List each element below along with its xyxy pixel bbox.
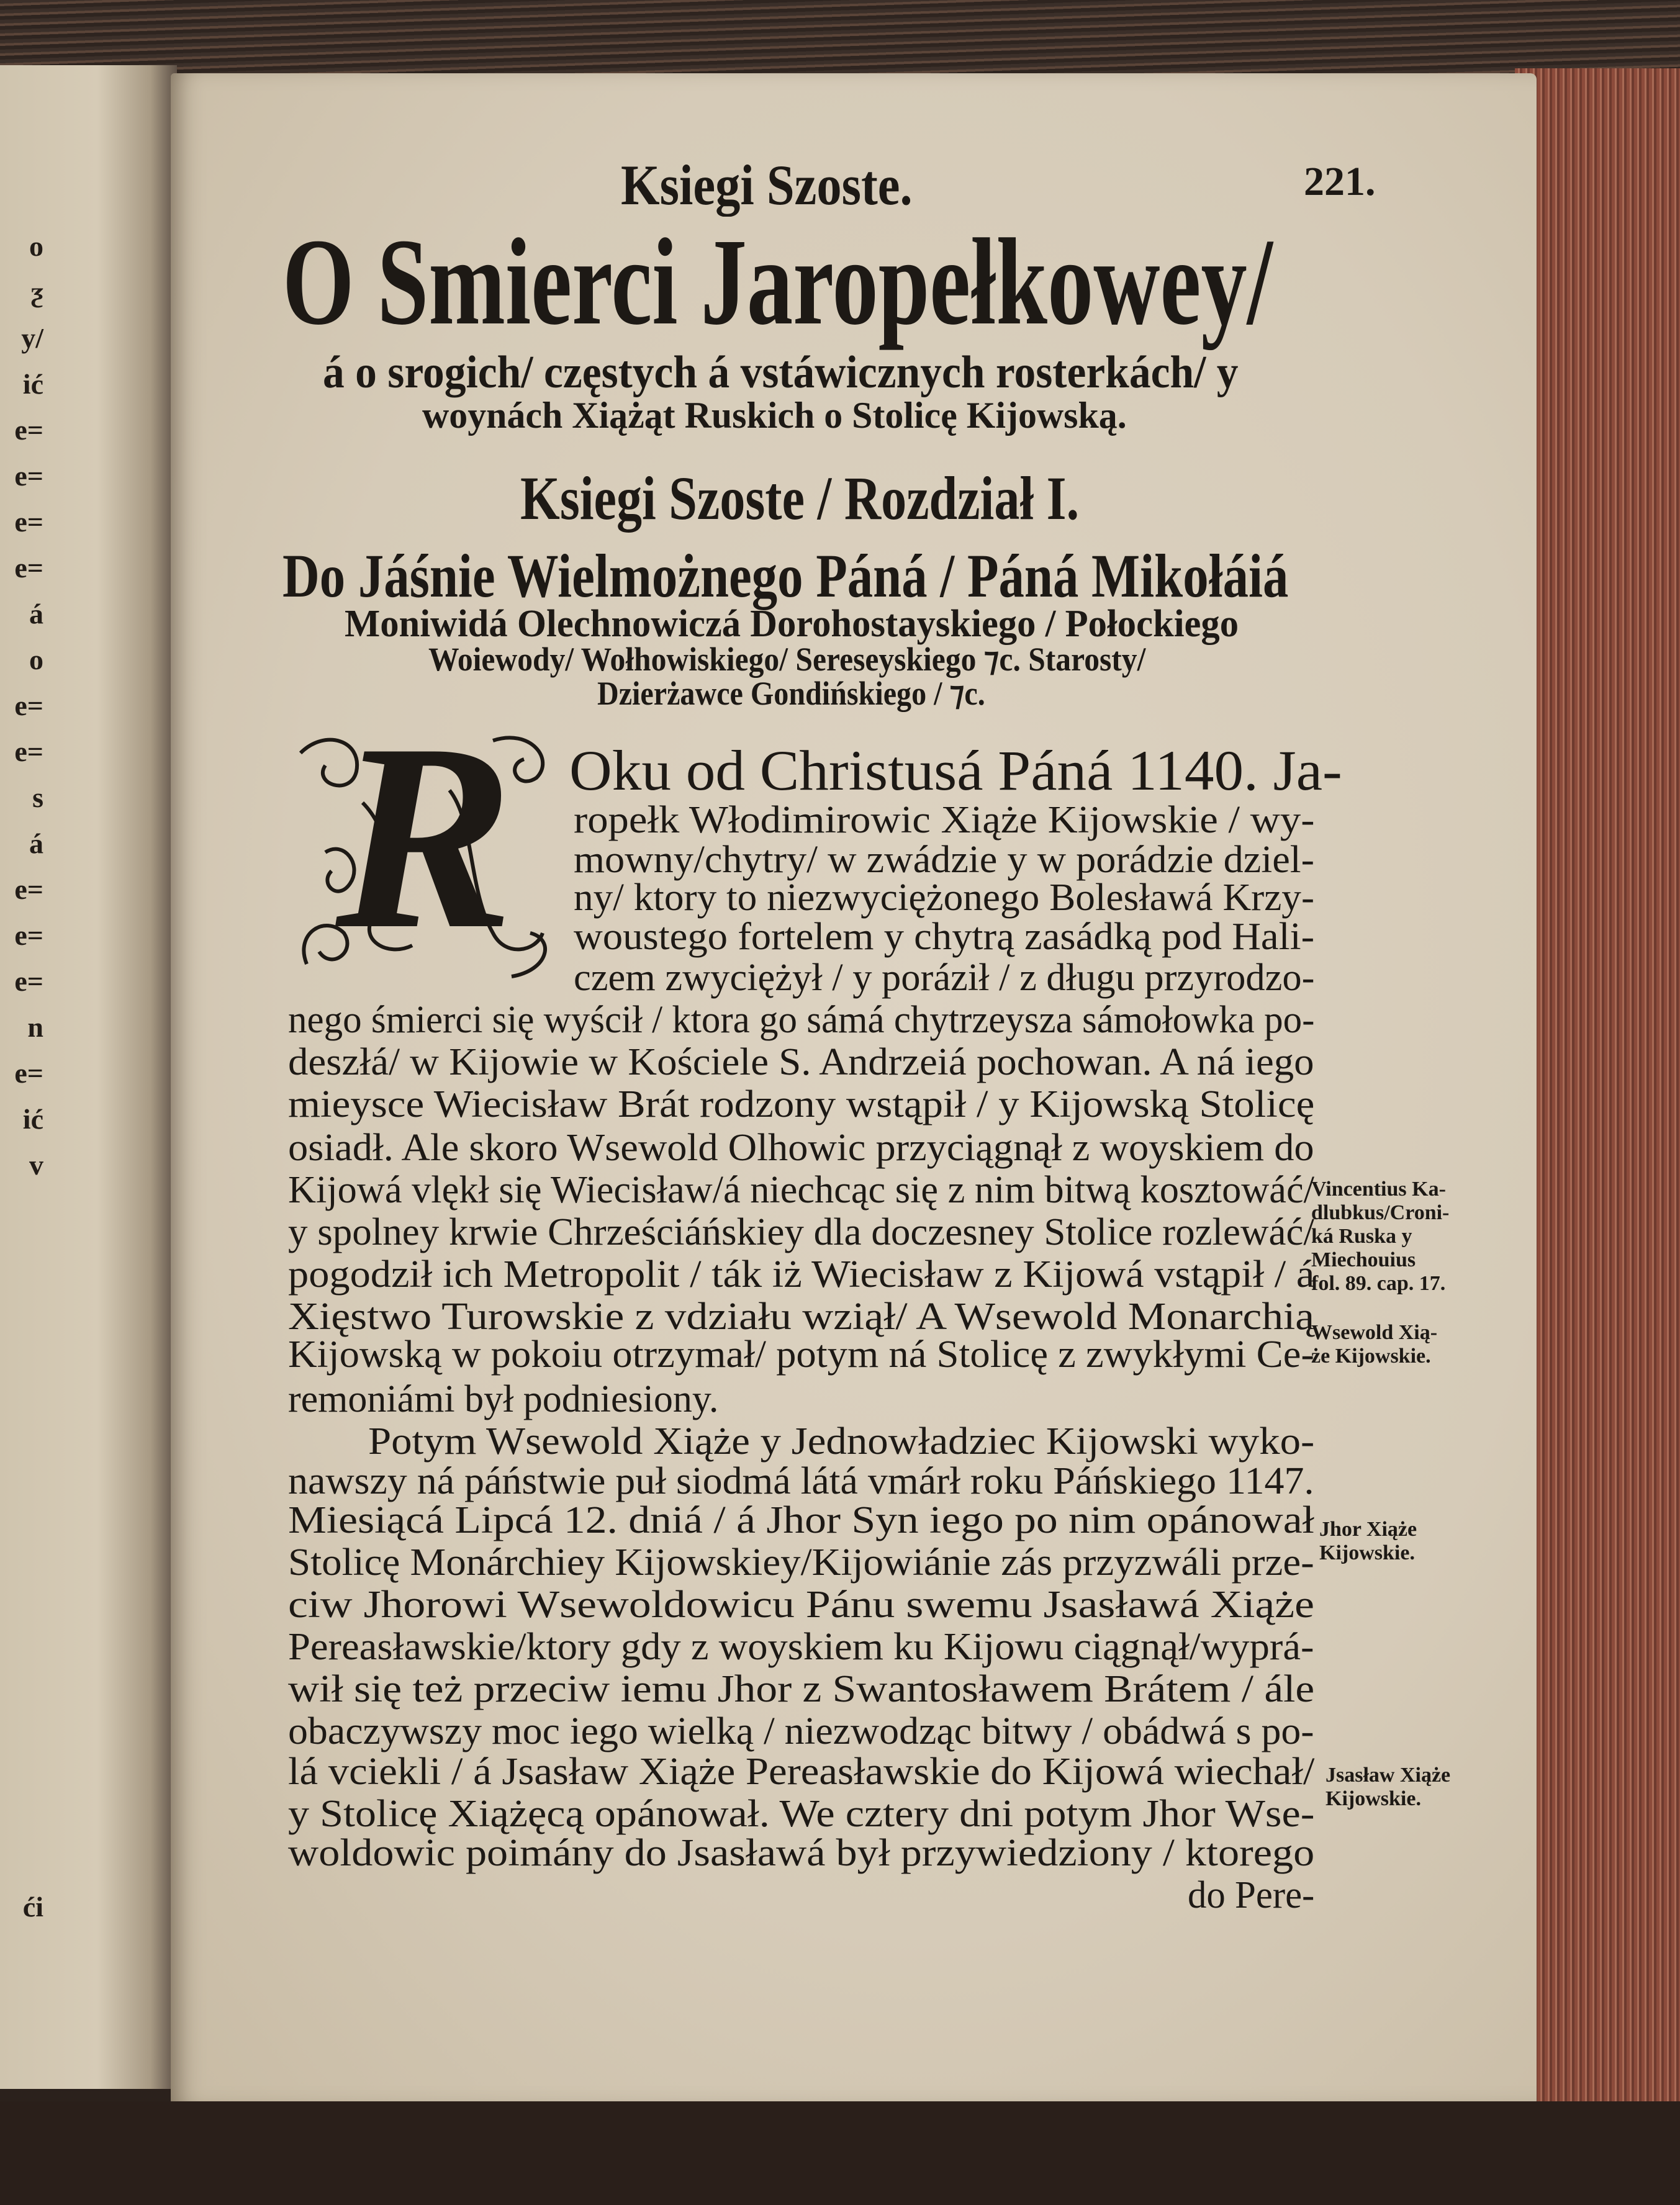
body-line: remoniámi był podniesiony. [288, 1378, 719, 1420]
left-page-fragment: á [29, 827, 43, 859]
left-page-fragment: o [29, 230, 43, 262]
body-line: woldowic poimány do Jsasławá był przywiedziony / ktorego [288, 1831, 1315, 1874]
body-line: czem zwyciężył / y poráził / z długu przyrodzo- [574, 956, 1315, 999]
left-page-fragment: e= [14, 873, 43, 905]
left-page-fragment: ći [22, 1891, 43, 1923]
drop-cap [288, 689, 561, 985]
body-line: ciw Jhorowi Wsewoldowicu Pánu swemu Jsasławá Xiąże [288, 1583, 1314, 1626]
left-page-fragment: y/ [21, 322, 43, 354]
left-page-fragment: e= [14, 552, 43, 584]
left-page-fragment: e= [14, 919, 43, 951]
dedication-line: Woiewody/ Wołhowiskiego/ Sereseyskiego ⁊c. Starosty/ [428, 641, 1146, 678]
body-line: Xięstwo Turowskie z vdziału wziął/ A Wsewold Monarchią [288, 1295, 1315, 1338]
margin-note-line: Vincentius Ka- [1311, 1178, 1446, 1201]
chapter-heading: Ksiegi Szoste / Rozdział I. [520, 464, 1080, 533]
left-page-fragment: ƺ [30, 276, 43, 308]
margin-note-line: Kijowskie. [1319, 1541, 1415, 1564]
body-line: Potym Wsewold Xiąże y Jednowładziec Kijowski wyko- [368, 1420, 1315, 1463]
body-line: woustego fortelem y chytrą zasádką pod Hali- [574, 915, 1315, 958]
margin-note-line: dlubkus/Croni- [1311, 1201, 1450, 1224]
body-line: y spolney krwie Chrześciáńskiey dla doczesney Stolice rozlewáć/ [288, 1211, 1314, 1253]
body-line: mowny/chytry/ w zwádzie y w porádzie dziel- [574, 838, 1315, 881]
left-page-fragment: e= [14, 460, 43, 492]
left-page-fragment: ić [22, 1103, 43, 1135]
body-line: pogodził ich Metropolit / ták iż Wiecisław z Kijowá vstąpił / á [288, 1253, 1315, 1296]
chapter-title: O Smierci Jaropełkowey/ [282, 214, 1273, 351]
left-page-fragment: á [29, 598, 43, 629]
body-line: Stolicę Monárchiey Kijowskiey/Kijowiánie zás przyzwáli prze- [288, 1541, 1314, 1584]
page-number: 221. [1304, 159, 1376, 204]
body-line: y Stolicę Xiążęcą opánował. We cztery dni potym Jhor Wse- [288, 1792, 1315, 1835]
background-shadow [0, 2101, 1680, 2205]
left-page-fragment: e= [14, 414, 43, 446]
margin-note-line: fol. 89. cap. 17. [1311, 1272, 1446, 1295]
drop-cap-letter: R [335, 689, 514, 985]
body-line: ropełk Włodimirowic Xiąże Kijowskie / wy- [574, 798, 1315, 841]
body-line: lá vciekli / á Jsasław Xiąże Pereasławskie do Kijowá wiechał/ [288, 1750, 1315, 1793]
body-line: mieysce Wiecisław Brát rodzony wstąpił / y Kijowską Stolicę [288, 1083, 1315, 1125]
left-page-fragment: e= [14, 965, 43, 997]
body-line: ny/ ktory to niezwyciężonego Bolesławá Krzy- [574, 876, 1315, 919]
subtitle-line: á o srogich/ częstych á vstáwicznych rosterkách/ y [323, 347, 1239, 398]
body-line: deszłá/ w Kijowie w Kościele S. Andrzeiá pochowan. A ná iego [288, 1040, 1314, 1083]
running-title: Ksiegi Szoste. [621, 153, 913, 217]
margin-note-line: Jhor Xiąże [1319, 1518, 1417, 1541]
body-line: do Pere- [1188, 1874, 1315, 1916]
body-line: Pereasławskie/ktory gdy z woyskiem ku Kijowu ciągnął/wyprá- [288, 1625, 1314, 1668]
body-first-line: Oku od Christusá Páná 1140. Ja- [569, 738, 1342, 802]
page-edges [1515, 68, 1680, 2135]
body-line: nego śmierci się wyścił / ktora go sámá chytrzeysza sámołowka po- [288, 998, 1315, 1041]
margin-note-line: Miechouius [1311, 1248, 1416, 1271]
left-page-fragment: n [27, 1011, 43, 1043]
margin-note-line: Wsewold Xią- [1311, 1321, 1438, 1344]
dedication-line: Do Jáśnie Wielmożnego Páná / Páná Mikołáiá [282, 541, 1289, 610]
body-line: Kijowá vlękł się Wiecisław/á niechcąc się z nim bitwą kosztowáć/ [288, 1168, 1314, 1211]
body-line: wił się też przeciw iemu Jhor z Swantosławem Brátem / ále [288, 1667, 1315, 1710]
body-line: nawszy ná páństwie puł siodmá látá vmárł roku Páńskiego 1147. [288, 1459, 1314, 1502]
left-page-fragment: e= [14, 736, 43, 767]
left-page-fragment: o [29, 644, 43, 675]
dedication-line: Dzierżawce Gondińskiego / ⁊c. [597, 675, 985, 712]
body-line: obaczywszy moc iego wielką / niezwodząc bitwy / obádwá s po- [288, 1710, 1314, 1752]
body-line: Kijowską w pokoiu otrzymał/ potym ná Stolicę z zwykłymi Ce- [288, 1333, 1314, 1376]
left-page-fragment: ić [22, 368, 43, 400]
left-page-fragment: v [29, 1149, 43, 1181]
left-page-fragment: e= [14, 1057, 43, 1089]
left-page-fragment: e= [14, 690, 43, 721]
dedication-line: Moniwidá Olechnowiczá Dorohostayskiego / Połockiego [345, 603, 1239, 645]
left-page-fragment: s [32, 782, 43, 813]
margin-note-line: Jsasław Xiąże [1325, 1764, 1451, 1787]
margin-note-line: ká Ruska y [1311, 1225, 1412, 1248]
left-page-fragment: e= [14, 506, 43, 538]
margin-note-line: że Kijowskie. [1311, 1345, 1431, 1368]
subtitle-line: woynách Xiążąt Ruskich o Stolicę Kijowską. [422, 395, 1127, 436]
margin-note-line: Kijowskie. [1325, 1787, 1421, 1810]
body-line: osiadł. Ale skoro Wsewold Olhowic przyciągnął z woyskiem do [288, 1126, 1314, 1169]
body-line: Miesiącá Lipcá 12. dniá / á Jhor Syn iego po nim opánował [288, 1499, 1314, 1541]
